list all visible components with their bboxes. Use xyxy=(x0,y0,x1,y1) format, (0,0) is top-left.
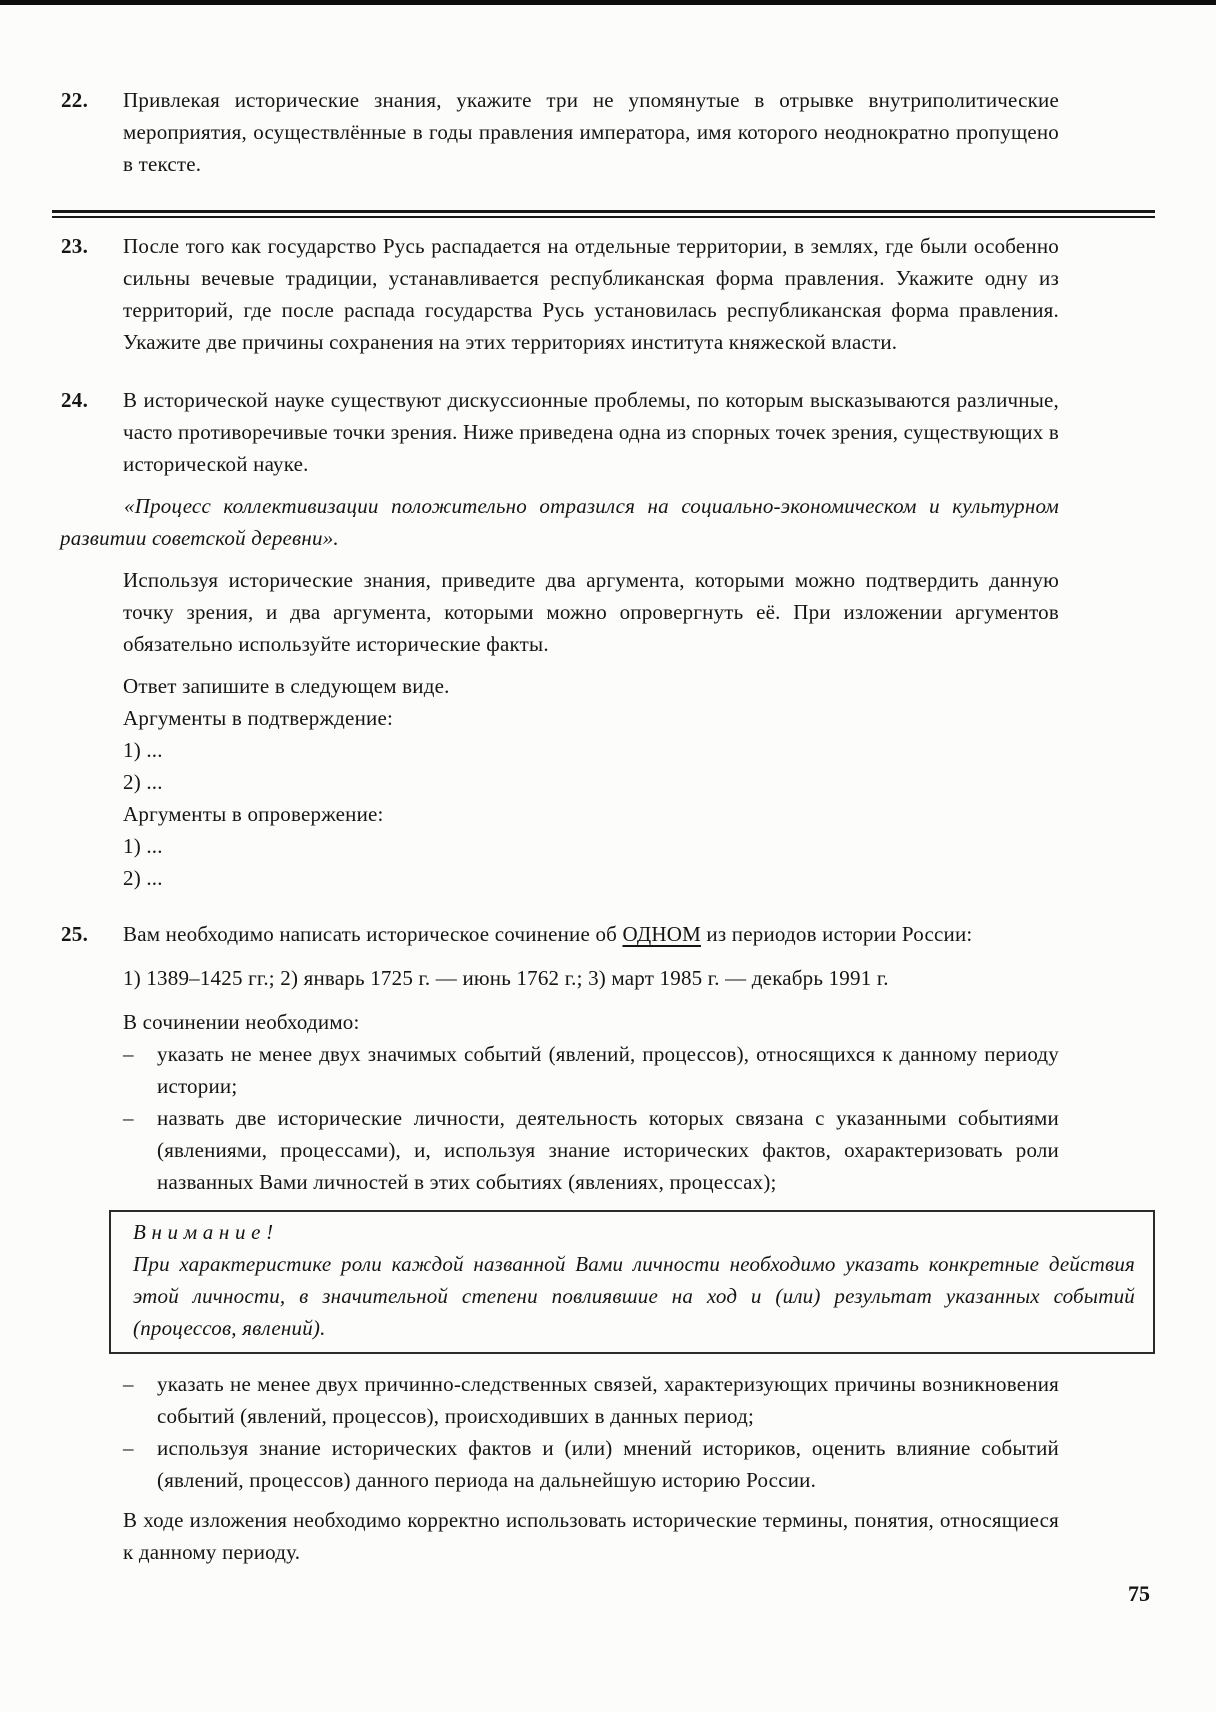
requirement-item xyxy=(123,1038,1059,1102)
bullet-dash: – xyxy=(123,1372,134,1396)
question-22-number: 22. xyxy=(61,88,89,112)
arguments-for-item-1: 1) ... xyxy=(123,738,163,762)
bullet-dash: – xyxy=(123,1106,134,1130)
answer-format-intro: Ответ запишите в следующем виде. xyxy=(123,674,450,698)
attention-title: В н и м а н и е ! xyxy=(133,1220,274,1244)
scan-edge-artifact xyxy=(0,0,1216,5)
question-24-intro: В исторической науке существуют дискуссионные проблемы, по которым высказываются различные, часто противоречивые точки зрения. Ниже приведена одна из спорных точек зрения, существующих в исторической науке. xyxy=(123,388,1059,476)
page-number: 75 xyxy=(1128,1581,1150,1606)
question-25-intro-before: Вам необходимо написать историческое сочинение об xyxy=(123,922,618,946)
requirement-item xyxy=(123,1432,1059,1496)
attention-text: При характеристике роли каждой названной Вами личности необходимо указать конкретные действия этой личности, в значительной степени повлиявшие на ход и (или) результат указанных событий (процессов, явлений). xyxy=(133,1252,1135,1340)
question-23 xyxy=(61,230,1059,358)
requirement-text: назвать две исторические личности, деятельность которых связана с указанными событиями (явлениями, процессами), и, используя знание исторических фактов, охарактеризовать роли названных Вами личностей в этих событиях (явлениях, процессах); xyxy=(157,1106,1059,1194)
question-22-text: Привлекая исторические знания, укажите три не упомянутые в отрывке внутриполитические мероприятия, осуществлённые в годы правления императора, имя которого неоднократно пропущено в тексте. xyxy=(123,88,1059,176)
arguments-against-item-2: 2) ... xyxy=(123,866,163,890)
question-24 xyxy=(60,384,1059,894)
requirement-text: указать не менее двух значимых событий (явлений, процессов), относящихся к данному периоду истории; xyxy=(157,1042,1059,1098)
page-content xyxy=(60,84,1135,1568)
closing-note: В ходе изложения необходимо корректно использовать исторические термины, понятия, относящиеся к данному периоду. xyxy=(123,1508,1059,1564)
question-25-intro xyxy=(123,918,1059,950)
question-25 xyxy=(61,918,1135,1568)
question-23-number: 23. xyxy=(61,234,89,258)
arguments-against-item-1: 1) ... xyxy=(123,834,163,858)
question-23-text: После того как государство Русь распадается на отдельные территории, в землях, где были особенно сильны вечевые традиции, устанавливается республиканская форма правления. Укажите одну из территорий, где после распада государства Русь установилась республиканская форма правления. Укажите две причины сохранения на этих территориях института княжеской власти. xyxy=(123,234,1059,354)
question-24-task: Используя исторические знания, приведите два аргумента, которыми можно подтвердить данную точку зрения, и два аргумента, которыми можно опровергнуть её. При изложении аргументов обязательно используйте исторические факты. xyxy=(123,568,1059,656)
bullet-dash: – xyxy=(123,1042,134,1066)
arguments-for-label: Аргументы в подтверждение: xyxy=(123,706,394,730)
bullet-dash: – xyxy=(123,1436,134,1460)
requirement-item xyxy=(123,1102,1059,1198)
question-22 xyxy=(61,84,1059,180)
arguments-for-item-2: 2) ... xyxy=(123,770,163,794)
question-24-number: 24. xyxy=(61,388,89,412)
requirement-item xyxy=(123,1368,1059,1432)
requirements-label: В сочинении необходимо: xyxy=(123,1010,360,1034)
section-divider-rule xyxy=(52,210,1155,218)
question-24-quote: «Процесс коллективизации положительно отразился на социально-экономическом и культурном развитии советской деревни». xyxy=(60,494,1059,550)
question-25-number: 25. xyxy=(61,922,89,946)
arguments-against-label: Аргументы в опровержение: xyxy=(123,802,384,826)
requirement-text: указать не менее двух причинно-следственных связей, характеризующих причины возникновения событий (явлений, процессов), происходивших в данных период; xyxy=(157,1372,1059,1428)
attention-box xyxy=(109,1210,1155,1354)
question-25-intro-after: из периодов истории России: xyxy=(706,922,973,946)
period-options: 1) 1389–1425 гг.; 2) январь 1725 г. — июнь 1762 г.; 3) март 1985 г. — декабрь 1991 г. xyxy=(123,966,889,990)
underlined-term: ОДНОМ xyxy=(622,922,701,946)
requirement-text: используя знание исторических фактов и (или) мнений историков, оценить влияние событий (явлений, процессов) данного периода на дальнейшую историю России. xyxy=(157,1436,1059,1492)
